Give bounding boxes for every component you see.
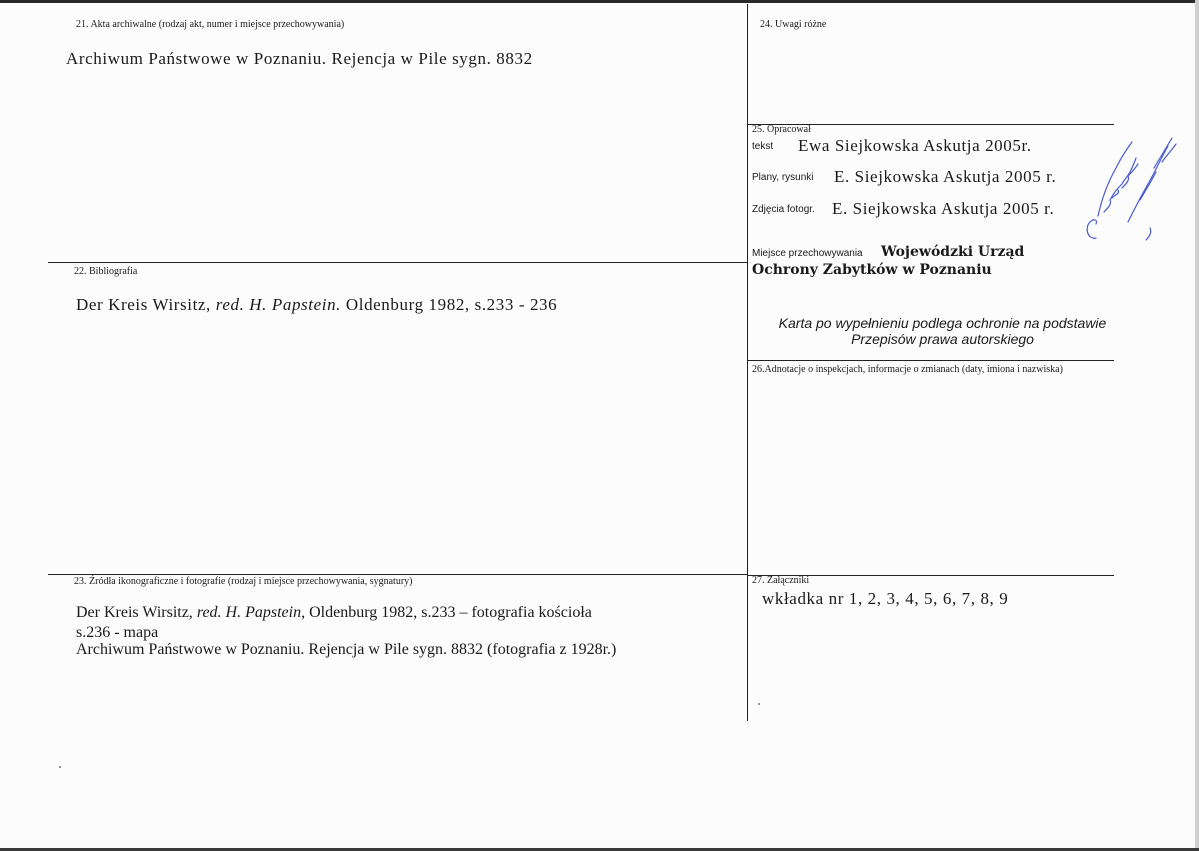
scan-speck (758, 703, 760, 705)
section-23-line-1 (76, 604, 592, 622)
section-22-title: Der Kreis Wirsitz, (76, 295, 216, 314)
tekst-value: Ewa Siejkowska Askutja 2005r. (798, 136, 1032, 155)
section-22-label: 22. Bibliografia (74, 266, 138, 277)
section-23-label: 23. Źródła ikonograficzne i fotografie (rodzaj i miejsce przechowywania, sygnatury) (74, 576, 413, 587)
zdjecia-value: E. Siejkowska Askutja 2005 r. (832, 199, 1055, 218)
plany-value: E. Siejkowska Askutja 2005 r. (834, 167, 1057, 186)
section-23-line-3: Archiwum Państwowe w Poznaniu. Rejencja w Pile sygn. 8832 (fotografia z 1928r.) (76, 641, 617, 658)
section-22-value (76, 295, 557, 315)
column-divider (747, 4, 748, 721)
tekst-label: tekst (752, 141, 774, 152)
section-23-editor: red. H. Papstein (196, 604, 302, 621)
plany-label: Plany, rysunki (752, 172, 814, 183)
divider-22 (48, 262, 748, 263)
section-21-label: 21. Akta archiwalne (rodzaj akt, numer i miejsce przechowywania) (76, 19, 345, 30)
section-23-title: Der Kreis Wirsitz, (76, 604, 197, 621)
scan-edge-top (0, 0, 1199, 3)
divider-23 (48, 574, 748, 575)
divider-26 (748, 360, 1114, 361)
section-21-value: Archiwum Państwowe w Poznaniu. Rejencja w Pile sygn. 8832 (66, 49, 533, 68)
scan-speck (59, 766, 61, 768)
section-22-editor: red. H. Papstein. (215, 295, 342, 314)
copyright-note-line-2: Przepisów prawa autorskiego (851, 331, 1034, 347)
section-27-value: wkładka nr 1, 2, 3, 4, 5, 6, 7, 8, 9 (762, 589, 1009, 608)
miejsce-value-1: Wojewódzki Urząd (881, 244, 1025, 260)
section-23-line-2: s.236 - mapa (76, 624, 159, 641)
section-24-label: 24. Uwagi różne (760, 19, 827, 30)
miejsce-value-2: Ochrony Zabytków w Poznaniu (752, 262, 992, 278)
copyright-note-line-1: Karta po wypełnieniu podlega ochronie na podstawie (778, 315, 1107, 331)
section-25-label: 25. Opracował (752, 124, 811, 135)
scan-edge-right (1195, 0, 1199, 851)
section-26-label: 26.Adnotacje o inspekcjach, informacje o zmianach (daty, imiona i nazwiska) (752, 364, 1063, 375)
section-23-publication: , Oldenburg 1982, s.233 – fotografia kościoła (301, 604, 592, 621)
section-22-publication: Oldenburg 1982, s.233 - 236 (341, 295, 558, 314)
handwritten-signature (1068, 128, 1180, 248)
miejsce-label: Miejsce przechowywania (752, 248, 863, 259)
zdjecia-label: Zdjęcia fotogr. (752, 204, 815, 215)
section-27-label: 27. Załączniki (752, 575, 810, 586)
